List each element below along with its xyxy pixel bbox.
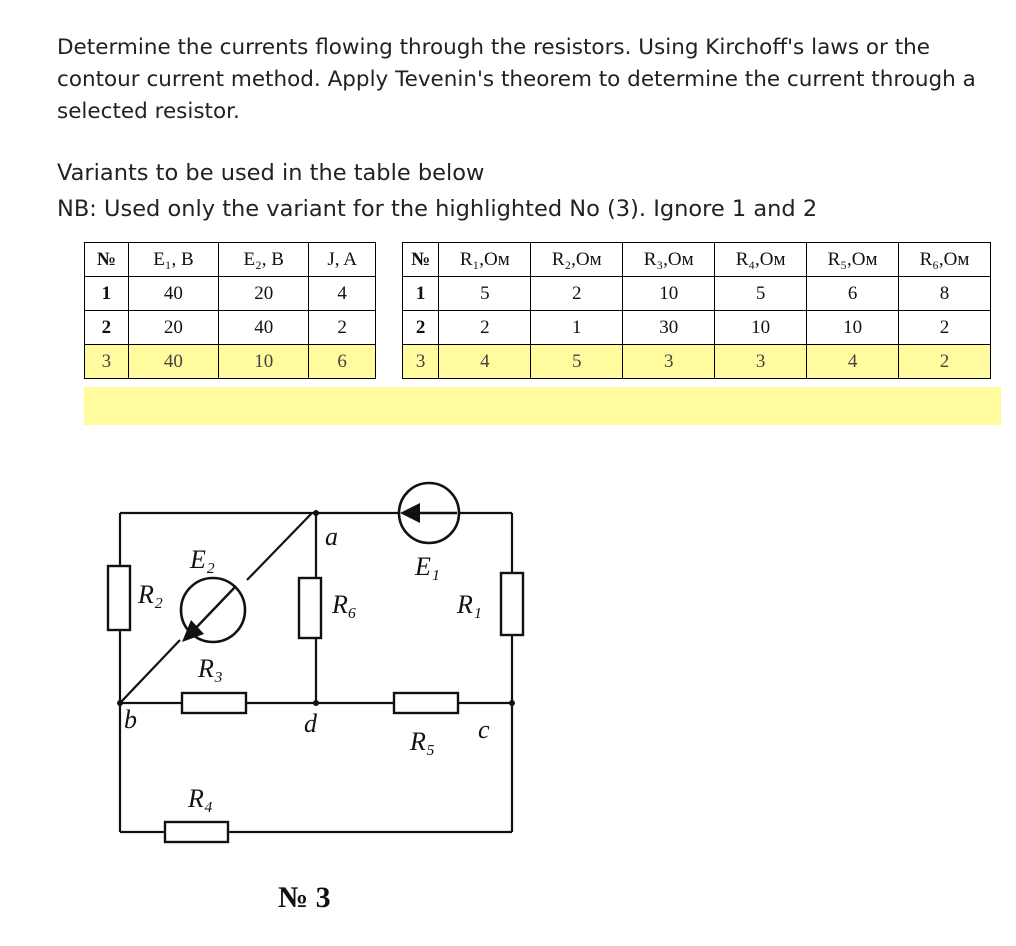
- label-r3: R₃: [198, 654, 223, 683]
- circuit-diagram: [80, 470, 540, 930]
- table-cell: 10: [219, 345, 309, 379]
- header-cell: R₂,Ом: [531, 243, 623, 277]
- table-cell: 10: [807, 311, 899, 345]
- table-cell: 10: [623, 277, 715, 311]
- table-row-highlighted: [403, 345, 991, 379]
- circuit-caption: № 3: [278, 881, 331, 914]
- resistor-r6: [299, 578, 321, 638]
- table-cell: 6: [807, 277, 899, 311]
- table-cell: 1: [531, 311, 623, 345]
- header-cell: R₁,Ом: [439, 243, 531, 277]
- table-cell: 6: [309, 345, 376, 379]
- variants-heading: Variants to be used in the table below: [57, 160, 485, 186]
- table-row: [85, 311, 376, 345]
- table-cell: 20: [128, 311, 218, 345]
- node-a-dot: [313, 510, 319, 516]
- table-cell: 2: [899, 311, 991, 345]
- table-cell: 1: [85, 277, 129, 311]
- label-r1: R₁: [457, 590, 482, 619]
- table-cell: 5: [531, 345, 623, 379]
- table-cell: 3: [623, 345, 715, 379]
- resistor-r2: [108, 566, 130, 630]
- resistor-r3: [182, 693, 246, 713]
- table-cell: 40: [128, 345, 218, 379]
- header-cell: E₁, В: [128, 243, 218, 277]
- label-r6: R₆: [332, 590, 357, 619]
- header-cell: №: [85, 243, 129, 277]
- label-r2: R₂: [138, 580, 163, 609]
- table-row: [85, 277, 376, 311]
- variant-table-sources: [84, 242, 376, 379]
- table-cell: 3: [85, 345, 129, 379]
- header-cell: R₃,Ом: [623, 243, 715, 277]
- table-cell: 20: [219, 277, 309, 311]
- resistor-r1: [501, 573, 523, 635]
- table-cell: 40: [128, 277, 218, 311]
- header-cell: E₂, В: [219, 243, 309, 277]
- node-d-dot: [313, 700, 319, 706]
- table-cell: 5: [439, 277, 531, 311]
- node-b-dot: [117, 700, 123, 706]
- table-row: [403, 311, 991, 345]
- table-row: [403, 277, 991, 311]
- voltage-source-e2: [181, 578, 245, 642]
- table-cell: 8: [899, 277, 991, 311]
- table-row-highlighted: [85, 345, 376, 379]
- table-cell: 4: [309, 277, 376, 311]
- table-cell: 40: [219, 311, 309, 345]
- table-cell: 2: [85, 311, 129, 345]
- header-cell: R₆,Ом: [899, 243, 991, 277]
- table-cell: 2: [439, 311, 531, 345]
- variant-table-resistors: [402, 242, 991, 379]
- label-e1: E₁: [415, 552, 440, 581]
- nb-note: NB: Used only the variant for the highlighted No (3). Ignore 1 and 2: [57, 196, 818, 222]
- table-cell: 3: [715, 345, 807, 379]
- label-e2: E₂: [190, 545, 215, 574]
- table-cell: 4: [439, 345, 531, 379]
- header-cell: R₅,Ом: [807, 243, 899, 277]
- header-cell: №: [403, 243, 439, 277]
- highlight-band: [84, 387, 1001, 425]
- node-label-c: c: [478, 715, 490, 744]
- table-cell: 2: [531, 277, 623, 311]
- node-label-a: a: [325, 522, 338, 551]
- table-cell: 30: [623, 311, 715, 345]
- table-cell: 2: [309, 311, 376, 345]
- node-c-dot: [509, 700, 515, 706]
- table-cell: 1: [403, 277, 439, 311]
- resistor-r4: [165, 822, 228, 842]
- table-cell: 4: [807, 345, 899, 379]
- table-cell: 2: [899, 345, 991, 379]
- node-label-d: d: [304, 709, 317, 738]
- voltage-source-e1: [399, 483, 459, 543]
- resistor-r5: [394, 693, 458, 713]
- header-cell: R₄,Ом: [715, 243, 807, 277]
- label-r5: R₅: [410, 727, 435, 756]
- table-cell: 10: [715, 311, 807, 345]
- circuit-wires: [120, 513, 512, 832]
- header-cell: J, A: [309, 243, 376, 277]
- label-r4: R₄: [188, 784, 213, 813]
- table-cell: 5: [715, 277, 807, 311]
- node-label-b: b: [124, 705, 137, 734]
- table-header-row: [85, 243, 376, 277]
- table-cell: 2: [403, 311, 439, 345]
- table-cell: 3: [403, 345, 439, 379]
- problem-statement: Determine the currents flowing through the resistors. Using Kirchoff's laws or the contour current method. Apply Tevenin's theorem to determine the current through a selected resistor.: [57, 35, 976, 124]
- table-header-row: [403, 243, 991, 277]
